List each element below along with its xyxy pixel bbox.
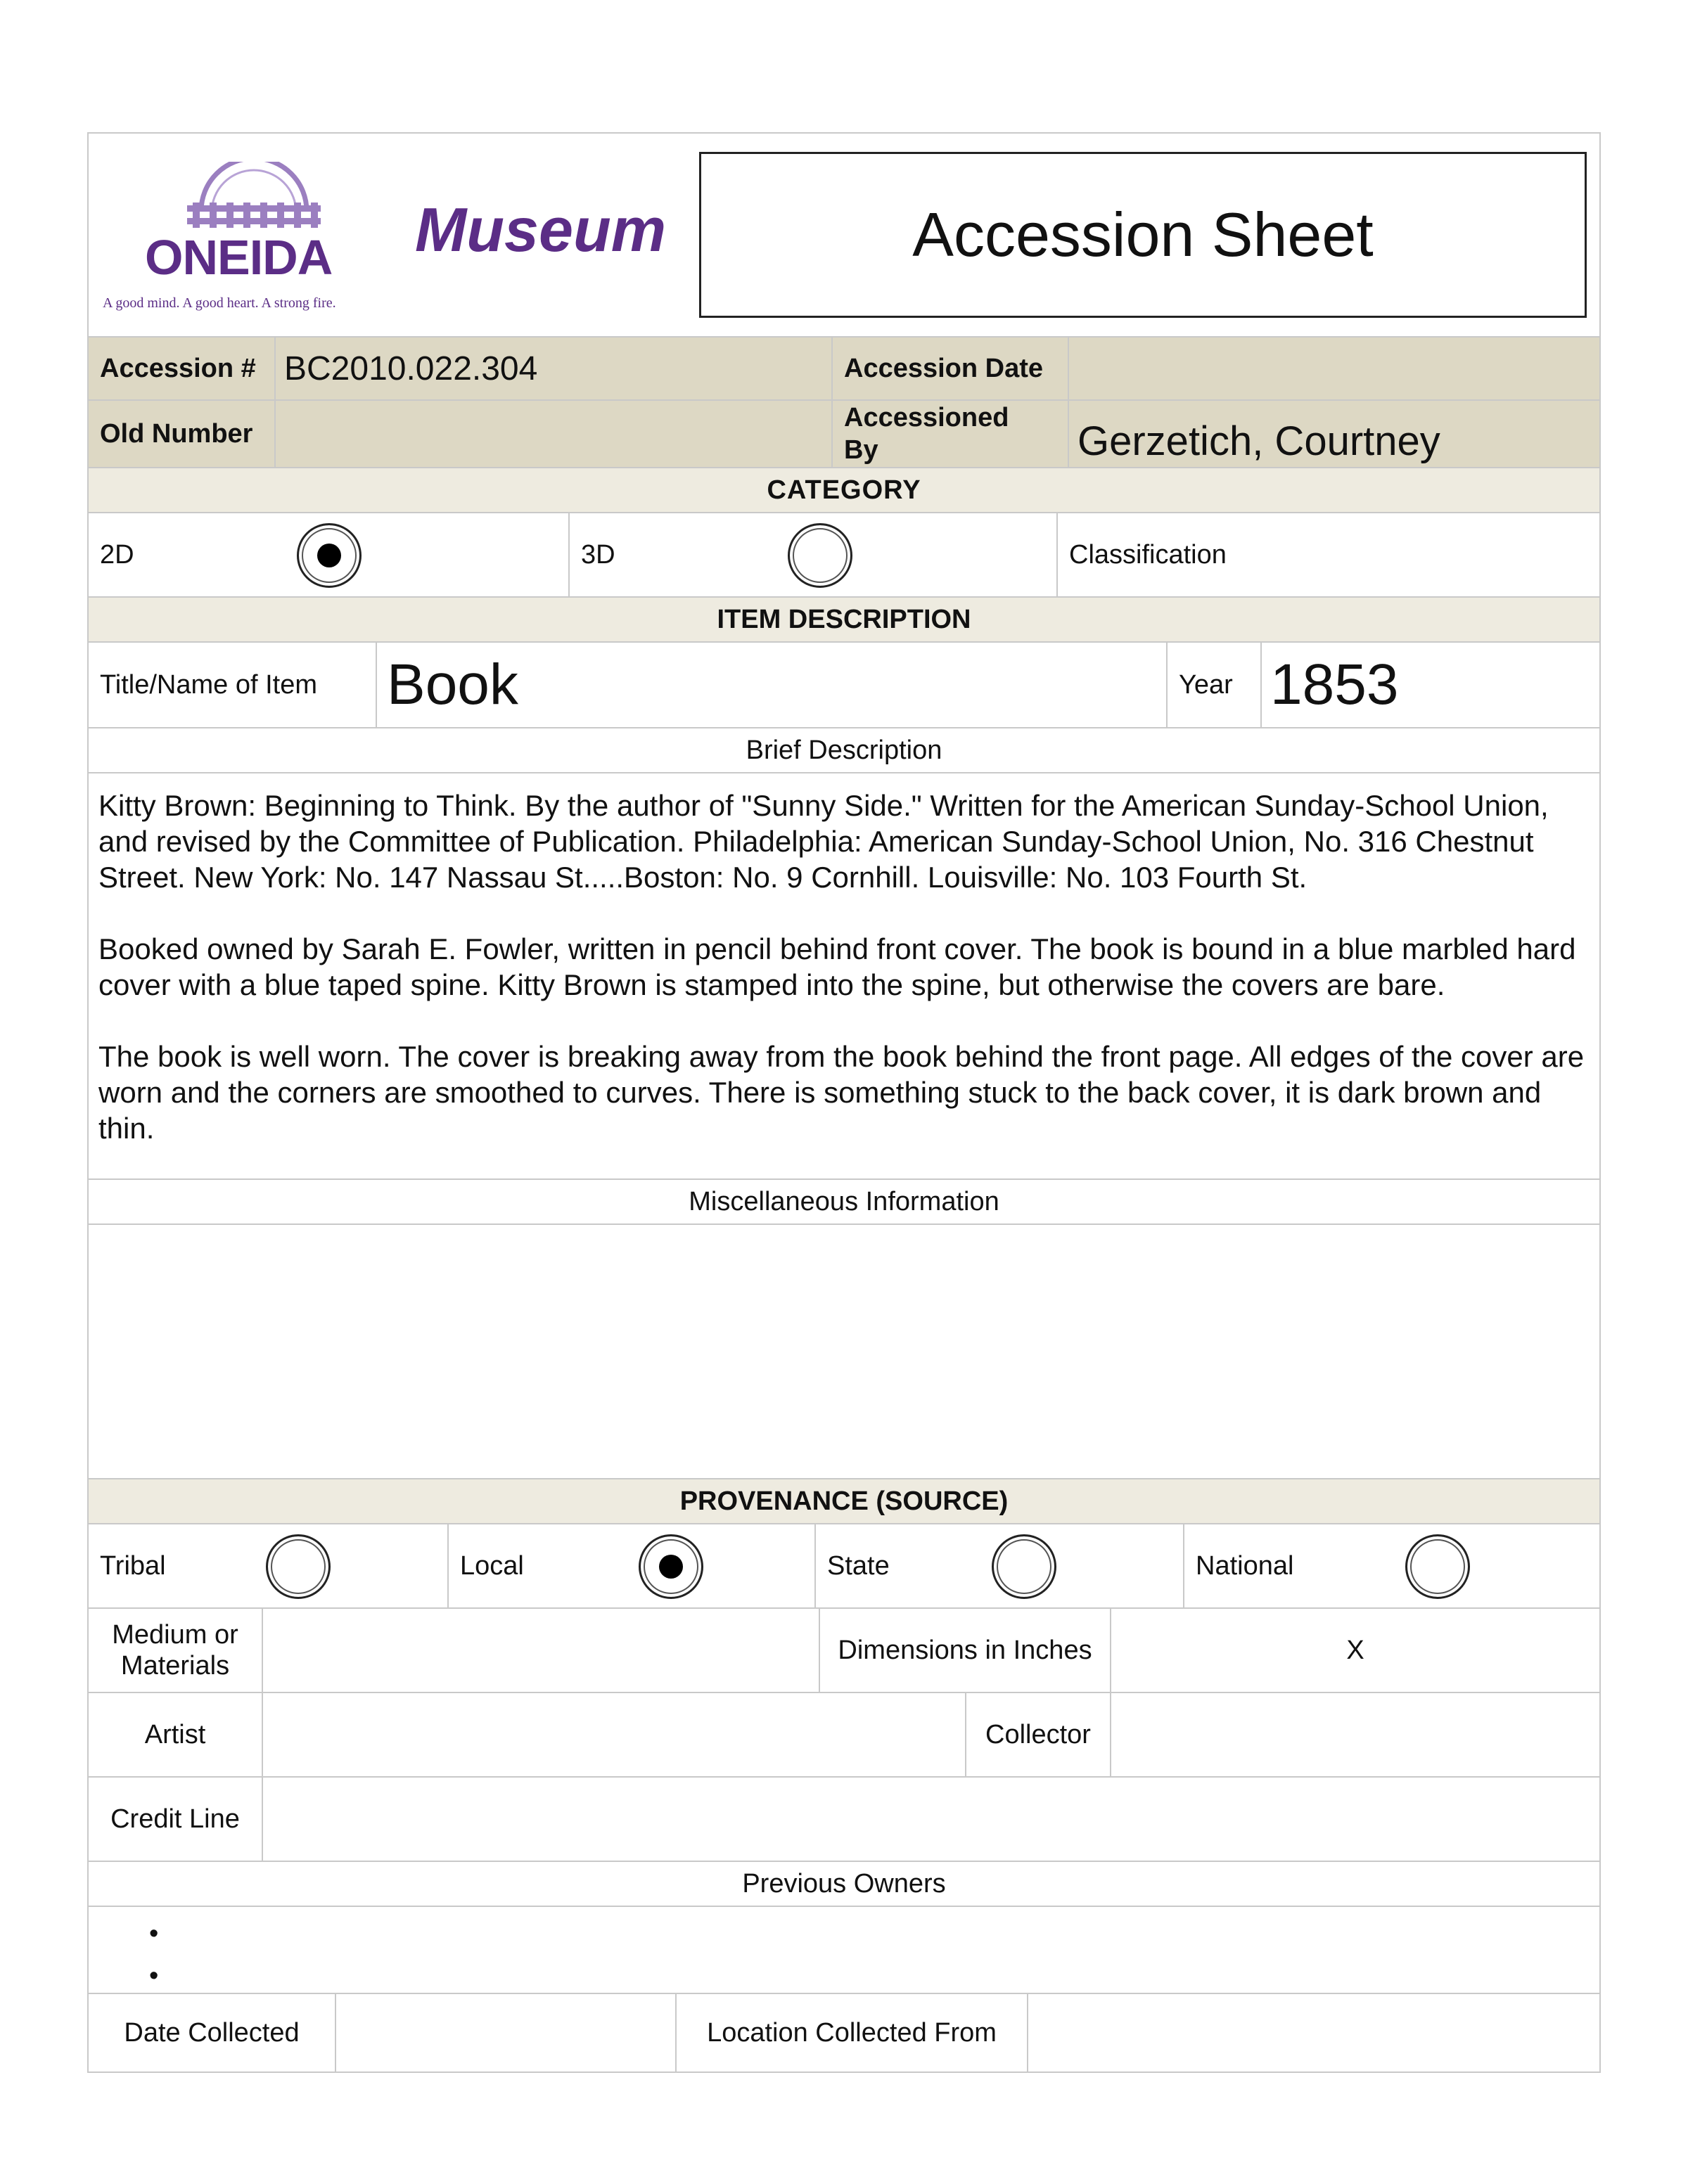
provenance-national-radio[interactable] <box>1405 1534 1470 1599</box>
provenance-national-label: National <box>1196 1550 1294 1581</box>
category-3d-label: 3D <box>581 539 615 570</box>
provenance-national-option[interactable] <box>1184 1524 1599 1607</box>
oneida-logo <box>103 162 398 323</box>
credit-line-row <box>89 1778 1599 1862</box>
provenance-heading-row <box>89 1479 1599 1524</box>
accession-number-row <box>89 338 1599 401</box>
title-label: Title/Name of Item <box>89 643 377 727</box>
artist-collector-row <box>89 1693 1599 1778</box>
artist-field[interactable] <box>263 1693 966 1776</box>
provenance-heading: PROVENANCE (SOURCE) <box>679 1486 1009 1516</box>
provenance-state-label: State <box>827 1550 890 1581</box>
description-paragraph: The book is well worn. The cover is breaking away from the book behind the front page. All edges of the cover are worn and the corners are smoothed to curves. There is something stuck to the back cover, it is dark brown and thin. <box>98 1040 1585 1145</box>
date-collected-field[interactable] <box>336 1994 677 2071</box>
collection-details-row <box>89 1994 1599 2071</box>
item-description-heading: ITEM DESCRIPTION <box>717 604 971 634</box>
medium-dimensions-row <box>89 1609 1599 1693</box>
location-collected-field[interactable] <box>1028 1994 1599 2071</box>
medium-label: Medium or Materials <box>89 1609 263 1692</box>
year-label: Year <box>1168 643 1262 727</box>
misc-info-label: Miscellaneous Information <box>689 1186 999 1216</box>
accession-form <box>87 132 1601 2073</box>
category-2d-radio[interactable] <box>297 523 362 588</box>
brief-description-label: Brief Description <box>746 735 942 765</box>
dimensions-field[interactable]: X <box>1346 1635 1364 1665</box>
provenance-state-radio[interactable] <box>992 1534 1056 1599</box>
accessioned-by-label: Accessioned By <box>833 401 1069 467</box>
date-collected-label: Date Collected <box>89 1994 336 2071</box>
year-field[interactable]: 1853 <box>1270 653 1399 717</box>
classification-label: Classification <box>1069 539 1227 570</box>
provenance-tribal-label: Tribal <box>100 1550 166 1581</box>
logo-tagline: A good mind. A good heart. A strong fire. <box>103 295 336 311</box>
medium-field[interactable] <box>263 1609 820 1692</box>
misc-info-field[interactable] <box>89 1225 1599 1479</box>
classification-field[interactable] <box>1058 513 1599 596</box>
location-collected-label: Location Collected From <box>677 1994 1028 2071</box>
previous-owners-label: Previous Owners <box>742 1868 946 1899</box>
previous-owners-field[interactable] <box>89 1907 1599 1994</box>
category-2d-option[interactable] <box>89 513 570 596</box>
provenance-local-option[interactable] <box>449 1524 816 1607</box>
category-3d-radio[interactable] <box>788 523 852 588</box>
provenance-tribal-option[interactable] <box>89 1524 449 1607</box>
bullet-icon: • <box>149 1919 159 1948</box>
title-year-row <box>89 643 1599 728</box>
bullet-icon: • <box>149 1961 159 1991</box>
category-options-row <box>89 513 1599 598</box>
previous-owners-label-row <box>89 1862 1599 1907</box>
museum-label: Museum <box>415 195 666 264</box>
credit-line-field[interactable] <box>263 1778 1599 1861</box>
brief-description-field[interactable] <box>89 773 1599 1180</box>
description-paragraph: Booked owned by Sarah E. Fowler, written in pencil behind front cover. The book is bound in a blue marbled hard cover with a blue taped spine. Kitty Brown is stamped into the spine, but otherwise the covers are bare. <box>98 932 1576 1001</box>
old-number-field[interactable] <box>276 401 833 467</box>
item-description-heading-row <box>89 598 1599 643</box>
collector-field[interactable] <box>1111 1693 1599 1776</box>
description-paragraph: Kitty Brown: Beginning to Think. By the author of "Sunny Side." Written for the American Sunday-School Union, and revised by the Committee of Publication. Philadelphia: American Sunday-School Union, No. 316 Chestnut Street. New York: No. 147 Nassau St.....Boston: No. 9 Cornhill. Louisville: No. 103 Fourth St. <box>98 789 1549 894</box>
previous-owner-item[interactable] <box>149 1920 158 1948</box>
category-heading-row <box>89 468 1599 513</box>
accession-date-label: Accession Date <box>833 338 1069 399</box>
brief-description-label-row <box>89 728 1599 773</box>
collector-label: Collector <box>966 1693 1111 1776</box>
old-number-row <box>89 401 1599 468</box>
accession-number-label: Accession # <box>89 338 276 399</box>
accession-date-field[interactable] <box>1069 338 1599 399</box>
sheet-title: Accession Sheet <box>912 200 1374 269</box>
credit-line-label: Credit Line <box>89 1778 263 1861</box>
accession-number-field[interactable]: BC2010.022.304 <box>276 338 833 399</box>
longhouse-arch-icon <box>173 162 335 239</box>
old-number-label: Old Number <box>89 401 276 467</box>
provenance-state-option[interactable] <box>816 1524 1184 1607</box>
provenance-local-label: Local <box>460 1550 524 1581</box>
misc-info-label-row <box>89 1180 1599 1225</box>
dimensions-label: Dimensions in Inches <box>820 1609 1111 1692</box>
sheet-title-box <box>699 152 1587 318</box>
provenance-options-row <box>89 1524 1599 1609</box>
artist-label: Artist <box>89 1693 263 1776</box>
accessioned-by-field[interactable]: Gerzetich, Courtney <box>1078 418 1440 464</box>
title-field[interactable]: Book <box>377 643 1168 727</box>
previous-owner-item[interactable] <box>149 1962 158 1990</box>
category-3d-option[interactable] <box>570 513 1058 596</box>
category-2d-label: 2D <box>100 539 134 570</box>
provenance-tribal-radio[interactable] <box>266 1534 331 1599</box>
logo-wordmark: ONEIDA <box>145 230 333 285</box>
provenance-local-radio[interactable] <box>639 1534 703 1599</box>
form-header <box>89 134 1599 338</box>
category-heading: CATEGORY <box>767 475 921 505</box>
